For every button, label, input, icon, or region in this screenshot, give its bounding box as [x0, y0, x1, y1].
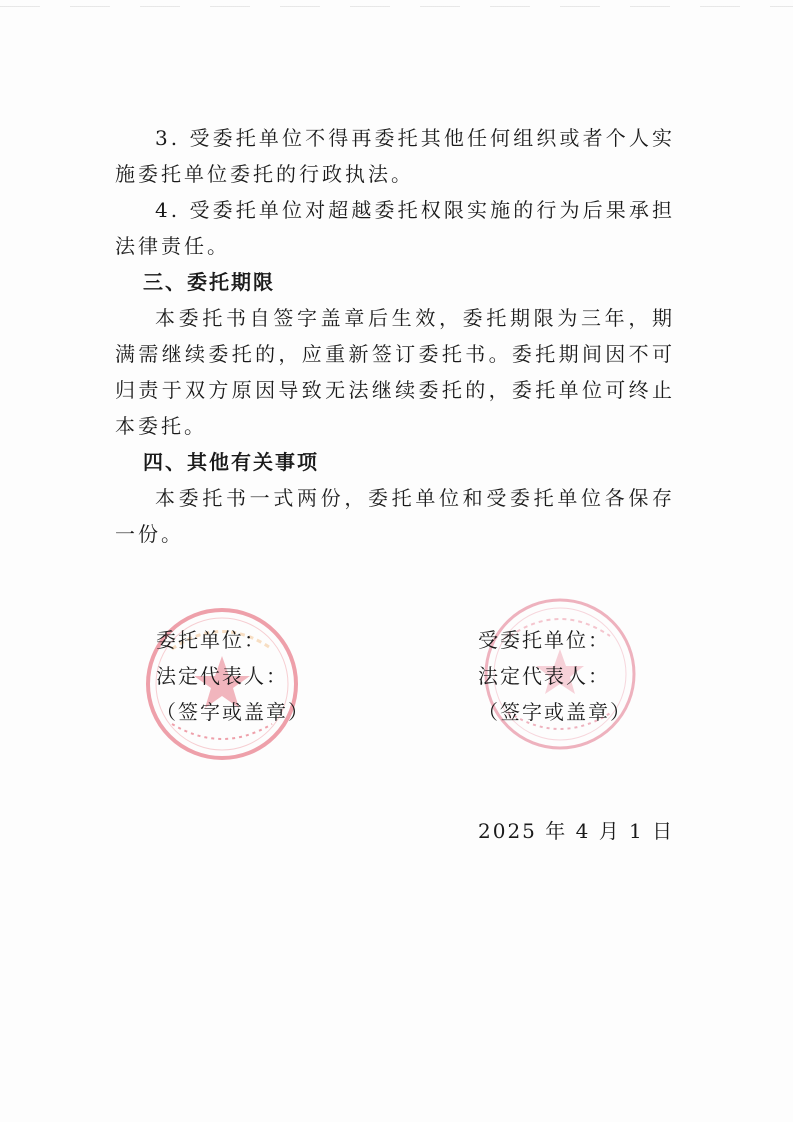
sign-note-right: （签字或盖章）: [478, 700, 632, 724]
clause-4: 4. 受委托单位对超越委托权限实施的行为后果承担法律责任。: [115, 198, 675, 258]
signature-right: [478, 622, 632, 730]
legal-rep-label-left: 法定代表人：: [156, 664, 288, 688]
sign-note-left: （签字或盖章）: [156, 700, 310, 724]
scan-edge: [0, 6, 793, 7]
section-term-text: 本委托书自签字盖章后生效，委托期限为三年，期满需继续委托的，应重新签订委托书。委托期间因不可归责于双方原因导致无法继续委托的，委托单位可终止本委托。: [115, 306, 675, 438]
document-body: [115, 120, 675, 552]
entrusting-unit-label: 委托单位：: [156, 628, 266, 652]
section-heading-term: 三、委托期限: [143, 270, 275, 294]
document-date: 2025 年 4 月 1 日: [478, 819, 675, 843]
section-heading-other: 四、其他有关事项: [143, 450, 319, 474]
signature-left: [156, 622, 310, 730]
clause-3: 3. 受委托单位不得再委托其他任何组织或者个人实施委托单位委托的行政执法。: [115, 126, 675, 186]
legal-rep-label-right: 法定代表人：: [478, 664, 610, 688]
section-other-text: 本委托书一式两份，委托单位和受委托单位各保存一份。: [115, 486, 675, 546]
entrusted-unit-label: 受委托单位：: [478, 628, 610, 652]
